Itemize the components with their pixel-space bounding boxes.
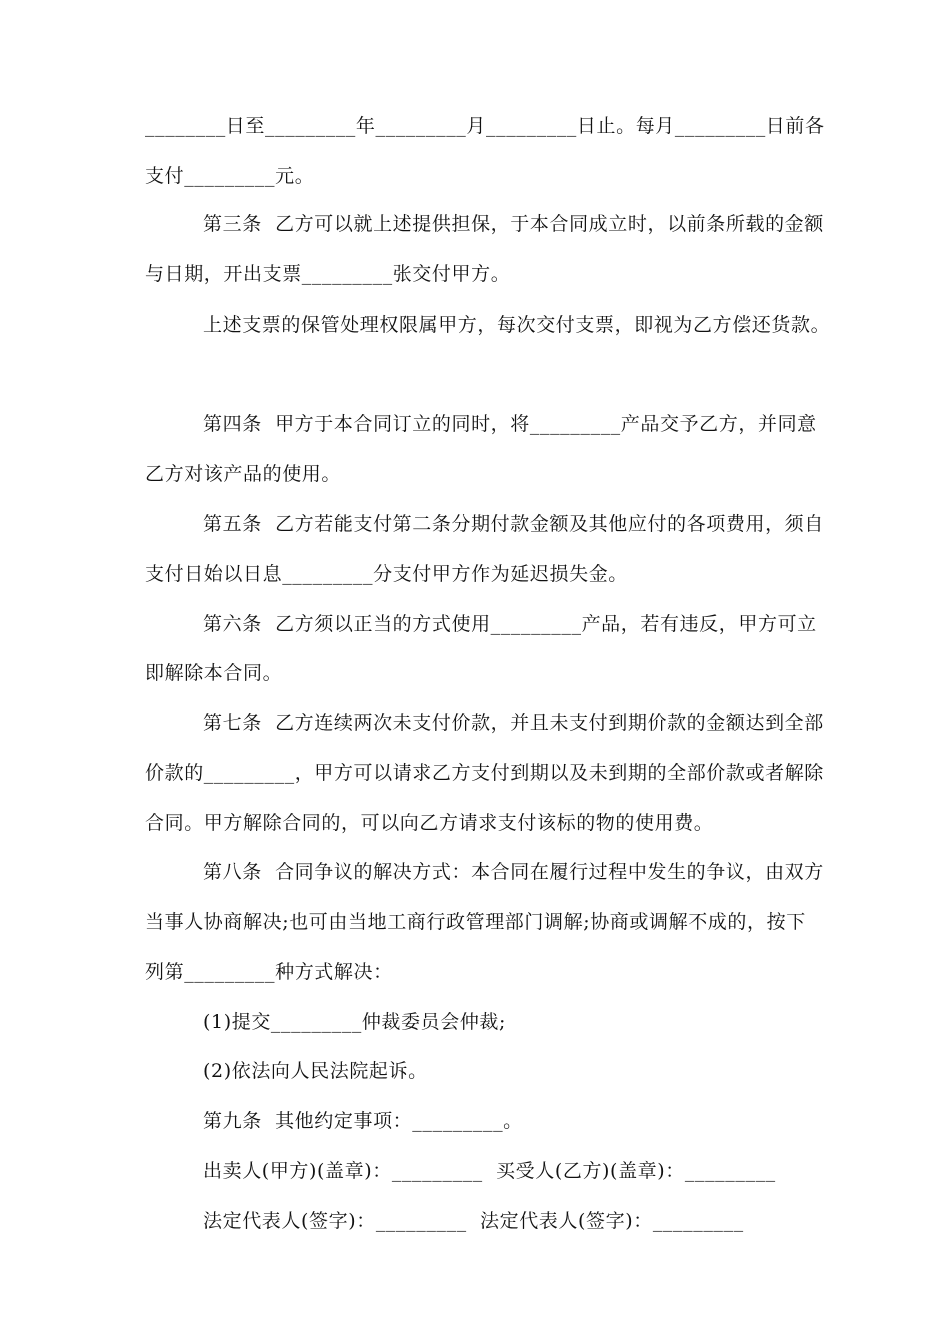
article-9-line: 第九条 其他约定事项：_________。 <box>203 1110 523 1132</box>
article-5-line-2: 支付日始以日息_________分支付甲方作为延迟损失金。 <box>145 563 628 585</box>
article-5-line-1: 第五条 乙方若能支付第二条分期付款金额及其他应付的各项费用，须自 <box>203 513 824 535</box>
article-8-line-3: 列第_________种方式解决： <box>145 961 393 983</box>
article-3-line-2: 与日期，开出支票_________张交付甲方。 <box>145 263 511 285</box>
article-8-line-1: 第八条 合同争议的解决方式：本合同在履行过程中发生的争议，由双方 <box>203 861 824 883</box>
text-line-payment-amount: 支付_________元。 <box>145 165 315 187</box>
article-7-line-1: 第七条 乙方连续两次未支付价款，并且未支付到期价款的金额达到全部 <box>203 712 824 734</box>
text-line-period-end: ________日至_________年_________月_________日止。每月_________日前各 <box>145 115 825 137</box>
article-7-line-3: 合同。甲方解除合同的，可以向乙方请求支付该标的物的使用费。 <box>145 812 714 834</box>
article-3-line-1: 第三条 乙方可以就上述提供担保，于本合同成立时，以前条所载的金额 <box>203 213 824 235</box>
article-4-line-2: 乙方对该产品的使用。 <box>145 463 342 485</box>
article-8-option-2: (2)依法向人民法院起诉。 <box>203 1060 428 1082</box>
article-8-line-2: 当事人协商解决;也可由当地工商行政管理部门调解;协商或调解不成的，按下 <box>145 911 806 933</box>
article-8-option-1: (1)提交_________仲裁委员会仲裁; <box>203 1011 507 1033</box>
article-7-line-2: 价款的_________，甲方可以请求乙方支付到期以及未到期的全部价款或者解除 <box>145 762 824 784</box>
seller-buyer-seal-line: 出卖人(甲方)(盖章)：_________ 买受人(乙方)(盖章)：_________ <box>203 1160 776 1182</box>
legal-representative-signature-line: 法定代表人(签字)：_________ 法定代表人(签字)：_________ <box>203 1210 744 1232</box>
article-6-line-2: 即解除本合同。 <box>145 662 283 684</box>
article-3-line-3: 上述支票的保管处理权限属甲方，每次交付支票，即视为乙方偿还货款。 <box>203 314 831 336</box>
article-4-line-1: 第四条 甲方于本合同订立的同时，将_________产品交予乙方，并同意 <box>203 413 817 435</box>
article-6-line-1: 第六条 乙方须以正当的方式使用_________产品，若有违反，甲方可立 <box>203 613 817 635</box>
